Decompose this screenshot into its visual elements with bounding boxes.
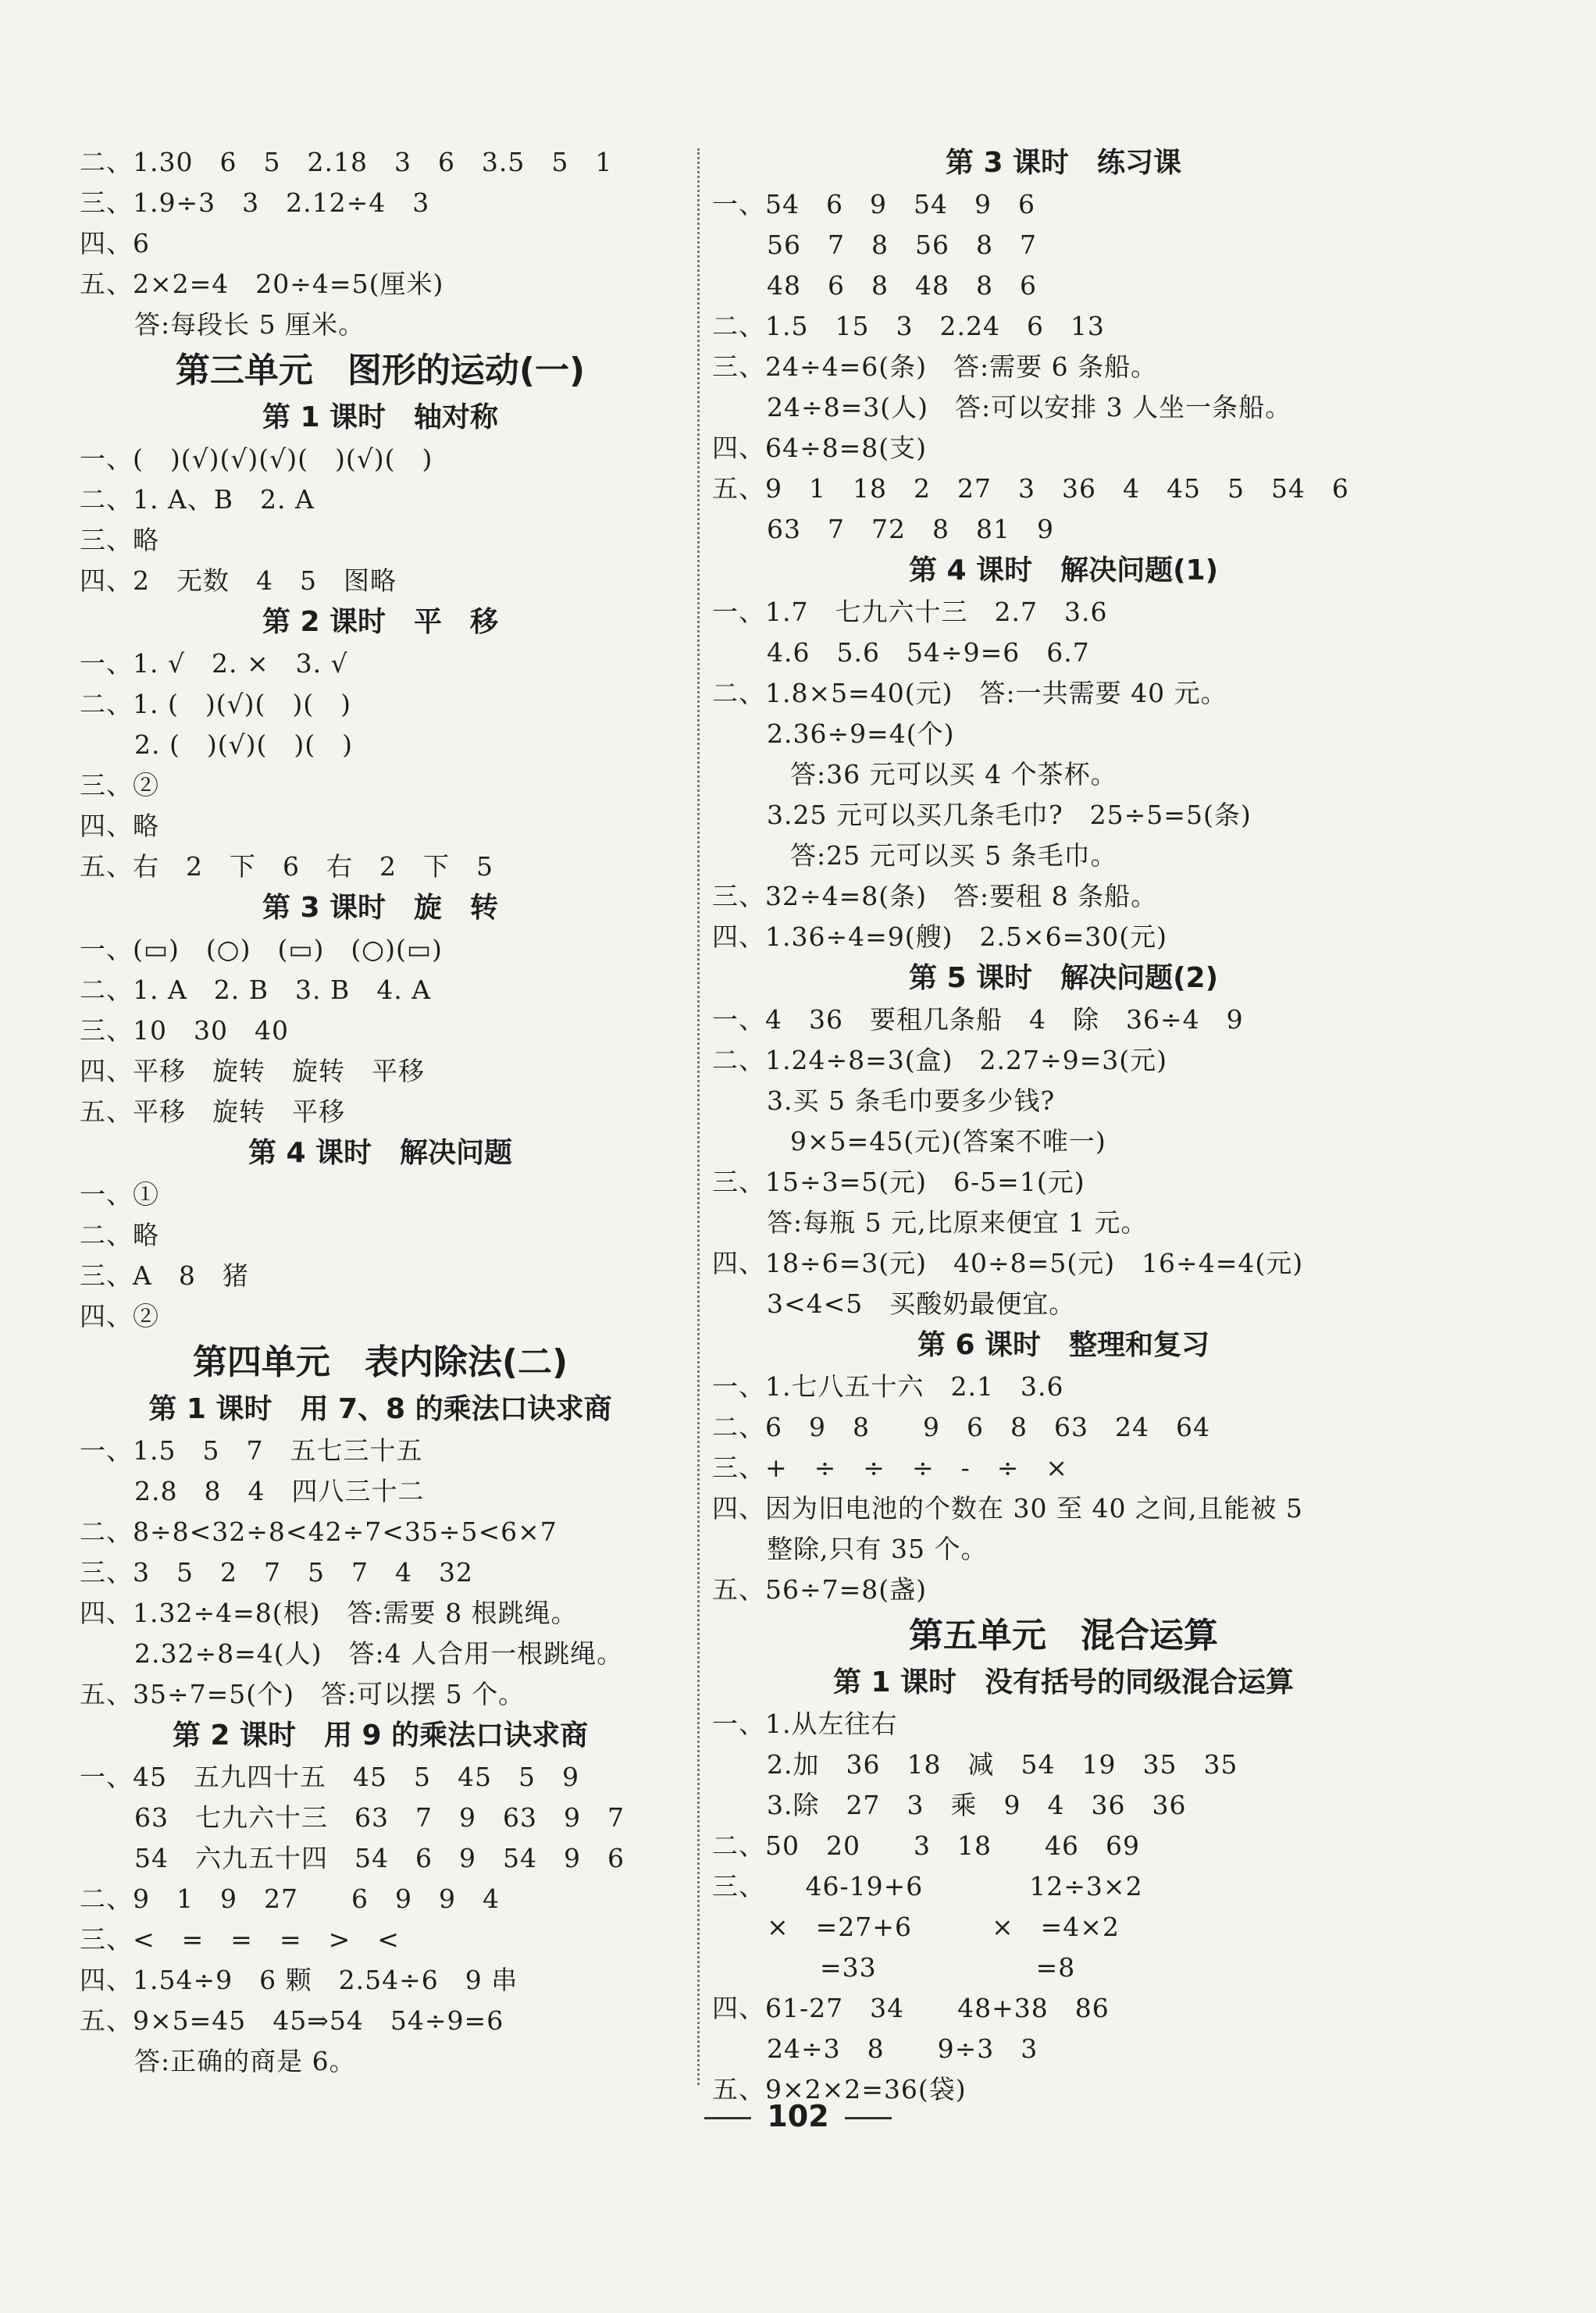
answer-line-continued: 3.除 27 3 乘 9 4 36 36 (767, 1790, 1187, 1820)
unit-heading: 第三单元 图形的运动(一) (175, 351, 586, 390)
answer-line: 二、9 1 9 27 6 9 9 4 (80, 1884, 500, 1914)
answer-line: 五、56÷7=8(盏) (712, 1574, 928, 1605)
lesson-heading: 第 5 课时 解决问题(2) (908, 962, 1219, 994)
answer-line: 四、平移 旋转 旋转 平移 (80, 1056, 425, 1086)
answer-line: 三、② (80, 770, 159, 800)
answer-line-continued: 答:正确的商是 6。 (134, 2046, 356, 2076)
answer-line: 二、6 9 8 9 6 8 63 24 64 (712, 1412, 1210, 1442)
answer-line-continued: 2. ( )(√)( )( ) (134, 729, 353, 760)
answer-line: 四、64÷8=8(支) (712, 433, 928, 463)
answer-line: 一、(▭) (○) (▭) (○)(▭) (80, 934, 443, 964)
answer-line: 五、平移 旋转 平移 (80, 1096, 345, 1127)
answer-line: 二、略 (80, 1220, 159, 1250)
answer-line: 二、1. A、B 2. A (80, 484, 315, 515)
lesson-heading: 第 1 课时 没有括号的同级混合运算 (832, 1666, 1295, 1698)
answer-line: 一、4 36 要租几条船 4 除 36÷4 9 (712, 1004, 1244, 1035)
column-divider (697, 148, 700, 2085)
answer-line: 四、1.32÷4=8(根) 答:需要 8 根跳绳。 (80, 1598, 578, 1628)
answer-line-continued: 答:25 元可以买 5 条毛巾。 (790, 840, 1117, 871)
answer-line-continued: 2.36÷9=4(个) (767, 718, 955, 749)
answer-line: 一、1.从左往右 (712, 1709, 898, 1739)
answer-line-continued: × =27+6 × =4×2 (767, 1912, 1120, 1942)
left-column (80, 142, 681, 2082)
lesson-heading: 第 4 课时 解决问题(1) (908, 554, 1219, 586)
answer-line-continued: 答:每段长 5 厘米。 (134, 309, 365, 340)
answer-line: 五、9 1 18 2 27 3 36 4 45 5 54 6 (712, 473, 1349, 504)
answer-line-continued: 2.32÷8=4(人) 答:4 人合用一根跳绳。 (134, 1638, 624, 1669)
answer-line: 三、A 8 猪 (80, 1260, 249, 1291)
right-column (712, 142, 1415, 2110)
answer-line: 一、54 6 9 54 9 6 (712, 189, 1035, 219)
answer-line: 二、1.8×5=40(元) 答:一共需要 40 元。 (712, 678, 1227, 708)
answer-line: 四、6 (80, 228, 150, 258)
answer-line: 三、略 (80, 525, 159, 555)
answer-line-continued: 63 7 72 8 81 9 (767, 514, 1054, 544)
answer-line: 四、1.54÷9 6 颗 2.54÷6 9 串 (80, 1965, 518, 1995)
answer-line: 五、35÷7=5(个) 答:可以摆 5 个。 (80, 1679, 525, 1709)
answer-line: 五、9×2×2=36(袋) (712, 2074, 967, 2105)
answer-line-continued: 24÷8=3(人) 答:可以安排 3 人坐一条船。 (767, 392, 1292, 422)
page-number: 102 (767, 2099, 829, 2133)
answer-line: 四、61-27 34 48+38 86 (712, 1993, 1110, 2023)
answer-line: 三、15÷3=5(元) 6-5=1(元) (712, 1167, 1085, 1197)
answer-line-continued: 2.8 8 4 四八三十二 (134, 1476, 425, 1506)
answer-line-continued: 54 六九五十四 54 6 9 54 9 6 (134, 1843, 625, 1873)
answer-line: 一、45 五九四十五 45 5 45 5 9 (80, 1762, 579, 1792)
answer-line: 三、+ ÷ ÷ ÷ - ÷ × (712, 1452, 1069, 1483)
answer-line-continued: =33 =8 (767, 1952, 1076, 1983)
answer-line-continued: 整除,只有 35 个。 (767, 1534, 988, 1564)
answer-line-continued: 56 7 8 56 8 7 (767, 230, 1037, 260)
answer-line: 三、32÷4=8(条) 答:要租 8 条船。 (712, 881, 1158, 911)
answer-line: 四、因为旧电池的个数在 30 至 40 之间,且能被 5 (712, 1493, 1303, 1524)
answer-line-continued: 9×5=45(元)(答案不唯一) (790, 1126, 1106, 1156)
answer-line: 四、18÷6=3(元) 40÷8=5(元) 16÷4=4(元) (712, 1248, 1304, 1278)
answer-line: 四、2 无数 4 5 图略 (80, 565, 397, 596)
answer-line-continued: 2.加 36 18 减 54 19 35 35 (767, 1749, 1238, 1780)
page-number-footer (0, 2097, 1596, 2136)
lesson-heading: 第 1 课时 用 7、8 的乘法口诀求商 (148, 1393, 612, 1425)
answer-line: 二、8÷8<32÷8<42÷7<35÷5<6×7 (80, 1516, 558, 1547)
answer-line: 三、3 5 2 7 5 7 4 32 (80, 1557, 473, 1588)
answer-line: 一、① (80, 1179, 159, 1210)
footer-dash-left (704, 2117, 751, 2119)
answer-line-continued: 48 6 8 48 8 6 (767, 270, 1037, 301)
answer-line: 一、1.七八五十六 2.1 3.6 (712, 1371, 1064, 1402)
answer-line: 二、1. ( )(√)( )( ) (80, 689, 351, 719)
answer-line: 一、1.7 七九六十三 2.7 3.6 (712, 597, 1108, 627)
answer-line: 四、1.36÷4=9(艘) 2.5×6=30(元) (712, 921, 1168, 952)
unit-heading: 第五单元 混合运算 (909, 1616, 1218, 1655)
answer-line: 二、1. A 2. B 3. B 4. A (80, 975, 432, 1005)
lesson-heading: 第 2 课时 平 移 (262, 606, 499, 638)
unit-heading: 第四单元 表内除法(二) (192, 1342, 568, 1382)
answer-line-continued: 3.25 元可以买几条毛巾? 25÷5=5(条) (767, 800, 1252, 830)
lesson-heading: 第 3 课时 练习课 (945, 147, 1182, 179)
answer-line-continued: 答:36 元可以买 4 个茶杯。 (790, 759, 1117, 789)
answer-line: 二、1.30 6 5 2.18 3 6 3.5 5 1 (80, 147, 613, 177)
answer-line: 三、1.9÷3 3 2.12÷4 3 (80, 187, 430, 218)
answer-line: 三、< = = = > < (80, 1924, 400, 1955)
lesson-heading: 第 1 课时 轴对称 (262, 401, 499, 433)
answer-line: 四、略 (80, 811, 159, 841)
answer-line: 一、( )(√)(√)(√)( )(√)( ) (80, 444, 433, 474)
answer-line: 五、9×5=45 45⇒54 54÷9=6 (80, 2005, 504, 2036)
answer-line: 三、24÷4=6(条) 答:需要 6 条船。 (712, 351, 1158, 382)
answer-line: 二、1.24÷8=3(盒) 2.27÷9=3(元) (712, 1045, 1168, 1075)
lesson-heading: 第 4 课时 解决问题 (248, 1137, 513, 1169)
footer-dash-right (845, 2117, 892, 2119)
answer-line: 五、右 2 下 6 右 2 下 5 (80, 851, 493, 882)
lesson-heading: 第 3 课时 旋 转 (262, 892, 499, 924)
answer-line: 二、50 20 3 18 46 69 (712, 1830, 1140, 1861)
answer-line: 一、1.5 5 7 五七三十五 (80, 1435, 423, 1466)
lesson-heading: 第 2 课时 用 9 的乘法口诀求商 (172, 1720, 589, 1752)
lesson-heading: 第 6 课时 整理和复习 (917, 1329, 1210, 1361)
answer-line: 一、1. √ 2. × 3. √ (80, 648, 348, 679)
answer-line: 四、② (80, 1301, 159, 1331)
answer-line-continued: 答:每瓶 5 元,比原来便宜 1 元。 (767, 1207, 1148, 1238)
answer-line-continued: 63 七九六十三 63 7 9 63 9 7 (134, 1802, 625, 1833)
answer-line-continued: 24÷3 8 9÷3 3 (767, 2033, 1038, 2064)
answer-line-continued: 4.6 5.6 54÷9=6 6.7 (767, 637, 1090, 668)
answer-line: 二、1.5 15 3 2.24 6 13 (712, 311, 1105, 341)
answer-line-continued: 3<4<5 买酸奶最便宜。 (767, 1288, 1076, 1319)
answer-line: 五、2×2=4 20÷4=5(厘米) (80, 269, 444, 299)
answer-line-continued: 3.买 5 条毛巾要多少钱? (767, 1085, 1056, 1116)
answer-line: 三、10 30 40 (80, 1015, 289, 1046)
answer-line: 三、 46-19+6 12÷3×2 (712, 1871, 1143, 1901)
